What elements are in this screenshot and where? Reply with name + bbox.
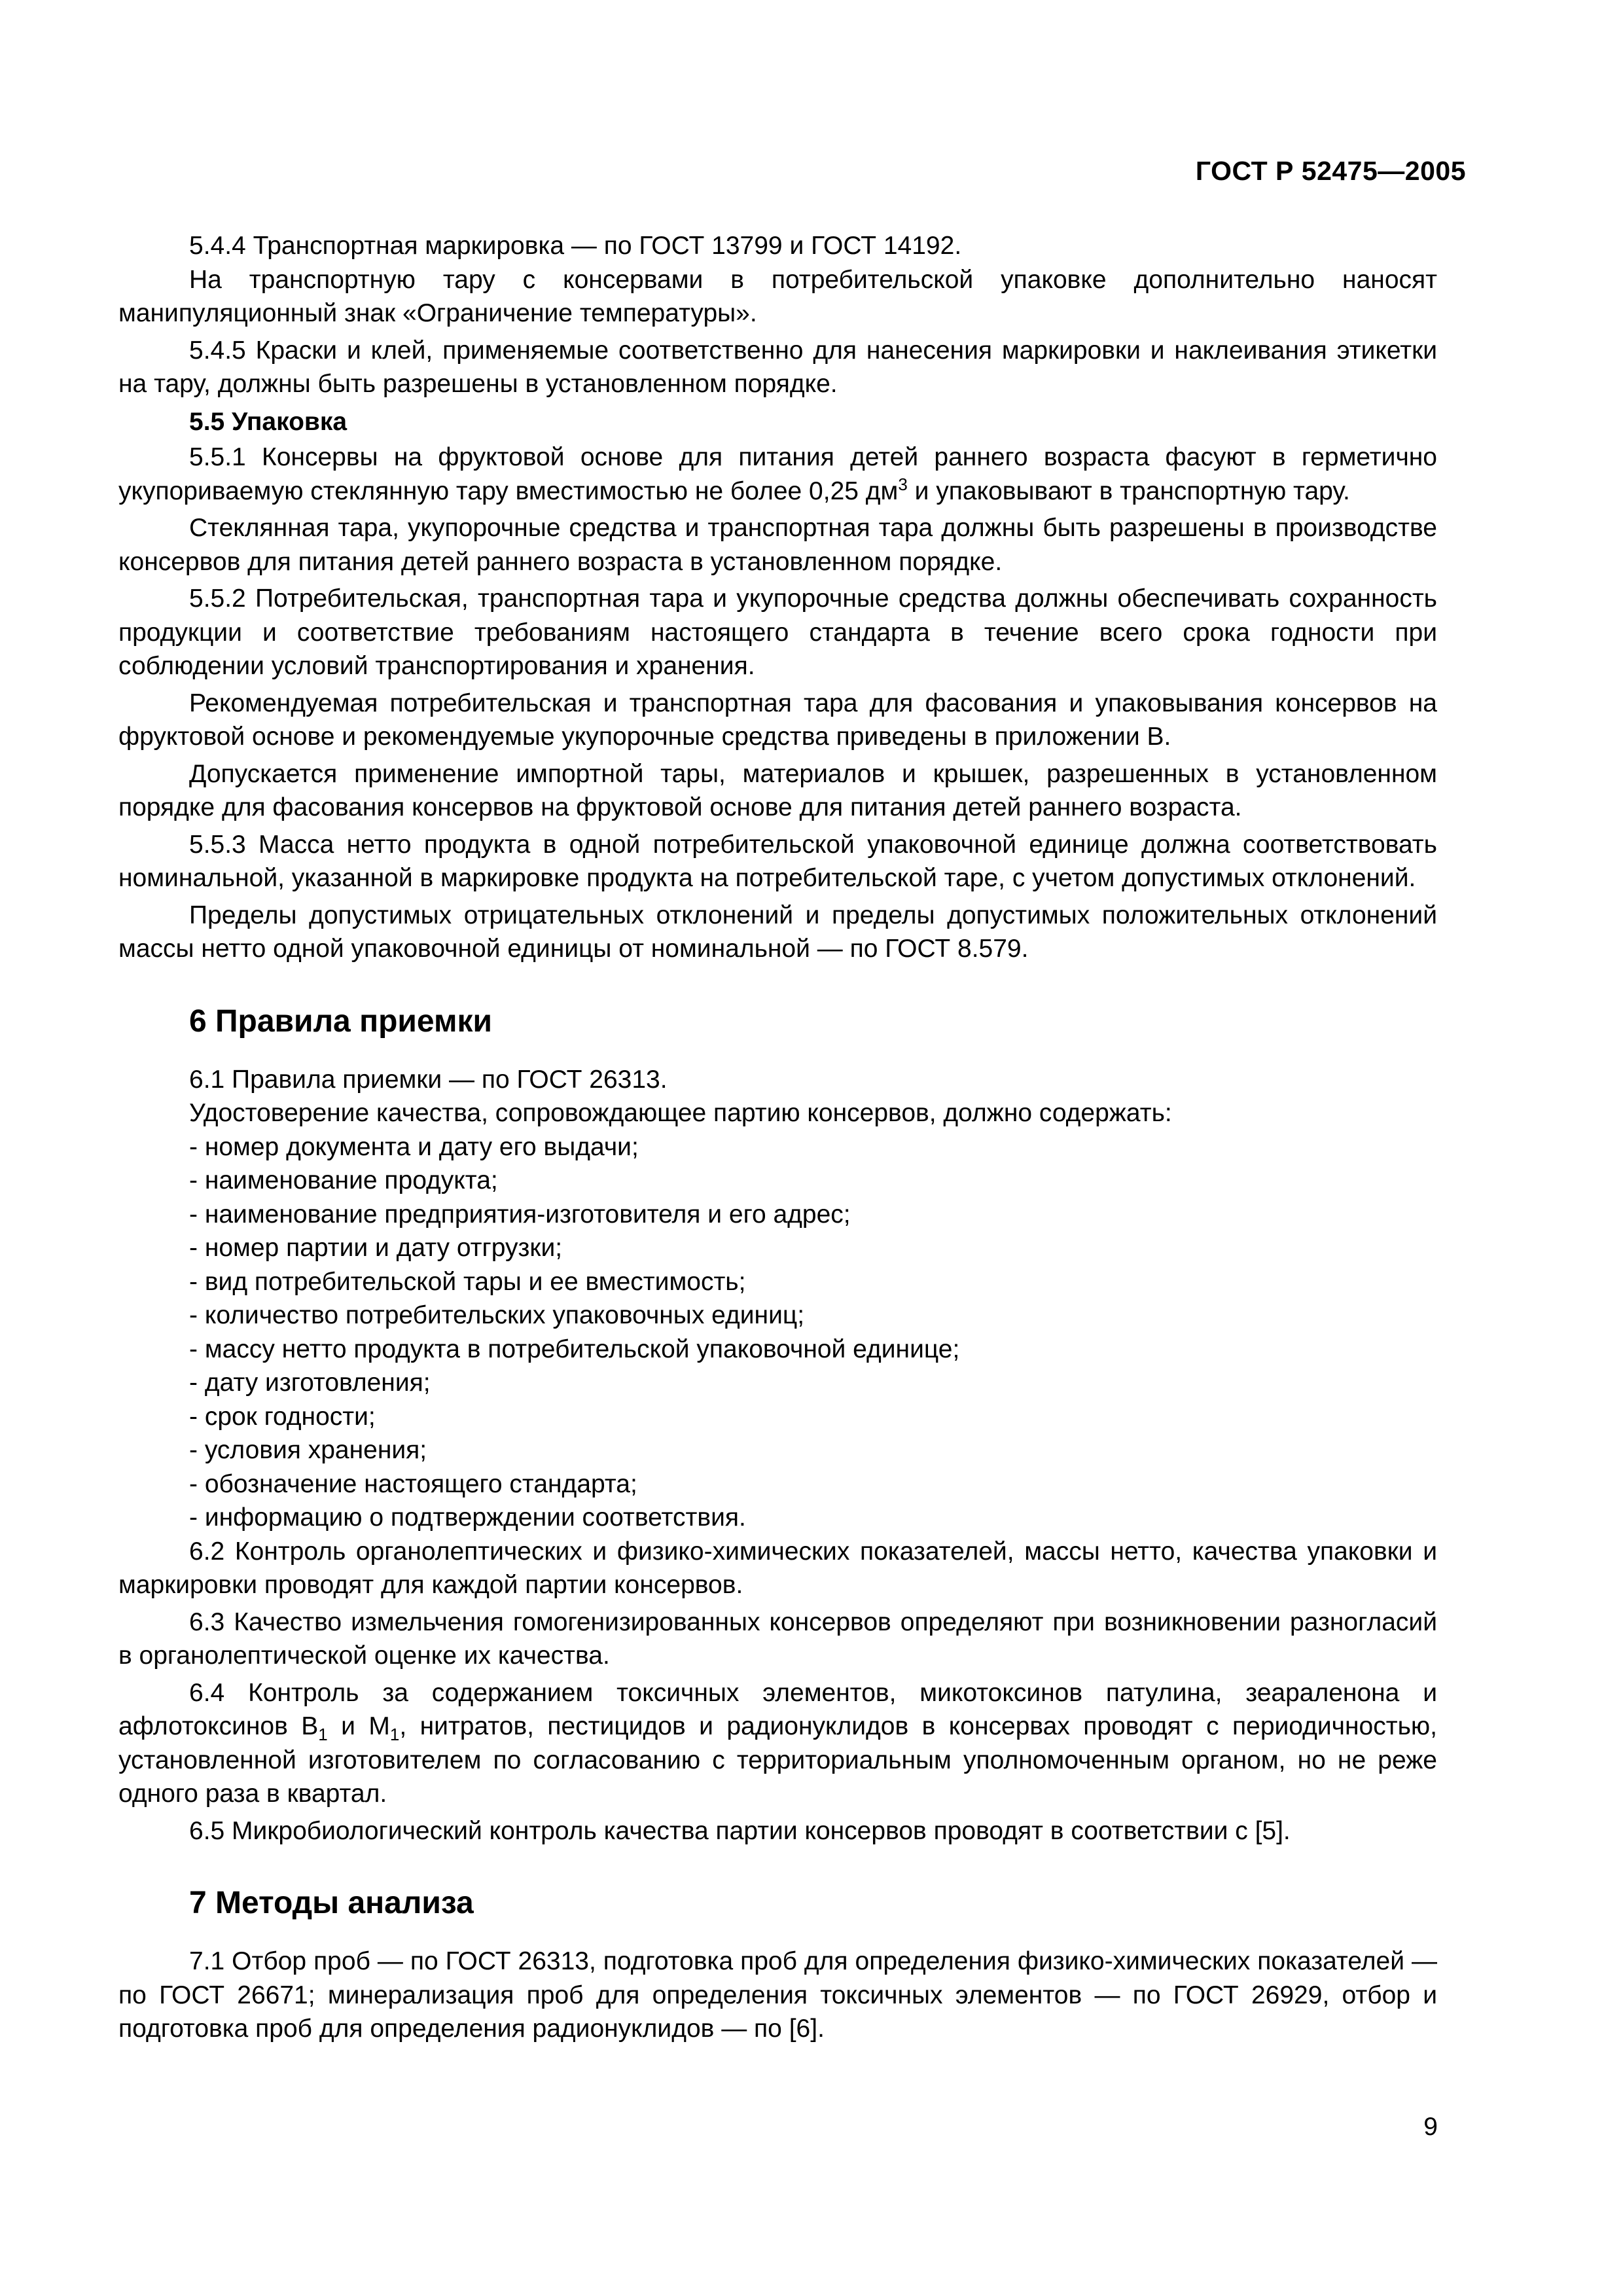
subscript-1: 1	[389, 1724, 400, 1744]
section-heading-7: 7 Методы анализа	[189, 1886, 474, 1920]
paragraph-5-5-3-limits: Пределы допустимых отрицательных отклонений и пределы допустимых положительных отклонений массы нетто одной упаковочной единицы от номинальной — по ГОСТ 8.579.	[118, 901, 1437, 963]
paragraph-5-4-5: 5.4.5 Краски и клей, применяемые соответственно для нанесения маркировки и наклеивания этикетки на тару, должны быть разрешены в установленном порядке.	[118, 336, 1437, 398]
paragraph-5-5-2: 5.5.2 Потребительская, транспортная тара и укупорочные средства должны обеспечивать сохранность продукции и соответствие требованиям настоящего стандарта в течение всего срока годности при соблюдении условий транспортирования и хранения.	[118, 584, 1437, 680]
paragraph-5-4-4-note: На транспортную тару с консервами в потребительской упаковке дополнительно наносят манипуляционный знак «Ограничение температуры».	[118, 265, 1437, 327]
document-body	[118, 229, 1437, 2046]
paragraph-5-5-3: 5.5.3 Масса нетто продукта в одной потребительской упаковочной единице должна соответствовать номинальной, указанной в маркировке продукта на потребительской таре, с учетом допустимых отклонений.	[118, 830, 1437, 892]
subscript-1: 1	[318, 1724, 328, 1744]
superscript-3: 3	[898, 474, 908, 494]
list-item: - информацию о подтверждении соответствия.	[189, 1503, 746, 1532]
list-item: - массу нетто продукта в потребительской упаковочной единице;	[189, 1335, 960, 1363]
list-item: - обозначение настоящего стандарта;	[189, 1469, 637, 1498]
paragraph-5-5-1-text-a: 5.5.1 Консервы на фруктовой основе для питания детей раннего возраста фасуют в герметично укупориваемую стеклянную тару вместимостью не более 0,25 дм	[118, 443, 1437, 505]
paragraph-5-4-4: 5.4.4 Транспортная маркировка — по ГОСТ 13799 и ГОСТ 14192.	[189, 232, 962, 260]
paragraph-6-1-certificate: Удостоверение качества, сопровождающее партию консервов, должно содержать:	[189, 1099, 1172, 1127]
paragraph-6-3: 6.3 Качество измельчения гомогенизированных консервов определяют при возникновении разногласий в органолептической оценке их качества.	[118, 1607, 1437, 1670]
paragraph-7-1: 7.1 Отбор проб — по ГОСТ 26313, подготовка проб для определения физико-химических показателей — по ГОСТ 26671; минерализация проб для определения токсичных элементов — по ГОСТ 26929, отбор и подготовка проб для определения радионуклидов — по [6].	[118, 1947, 1437, 2043]
section-heading-6: 6 Правила приемки	[189, 1003, 493, 1039]
paragraph-5-5-1-text-b: и упаковывают в транспортную тару.	[907, 476, 1350, 505]
list-item: - количество потребительских упаковочных единиц;	[189, 1301, 805, 1329]
list-item: - номер партии и дату отгрузки;	[189, 1234, 563, 1262]
list-item: - условия хранения;	[189, 1436, 427, 1464]
list-item: - наименование предприятия-изготовителя и его адрес;	[189, 1200, 851, 1229]
list-item: - номер документа и дату его выдачи;	[189, 1132, 639, 1161]
list-item: - вид потребительской тары и ее вместимость;	[189, 1267, 746, 1296]
paragraph-6-4-text-a: 6.4 Контроль за содержанием токсичных элементов, микотоксинов патулина, зеараленона и афлотоксинов В	[118, 1678, 1437, 1740]
paragraph-5-5-2-recommended: Рекомендуемая потребительская и транспортная тара для фасования и упаковывания консервов на фруктовой основе и рекомендуемые укупорочные средства приведены в приложении В.	[118, 689, 1437, 751]
subsection-title-5-5: 5.5 Упаковка	[189, 407, 348, 436]
paragraph-6-4	[118, 1676, 1437, 1811]
paragraph-6-2: 6.2 Контроль органолептических и физико-химических показателей, массы нетто, качества упаковки и маркировки проводят для каждой партии консервов.	[118, 1537, 1437, 1599]
paragraph-6-4-text-b: и М	[327, 1712, 390, 1740]
paragraph-6-5: 6.5 Микробиологический контроль качества партии консервов проводят в соответствии с [5].	[189, 1816, 1291, 1845]
list-item: - наименование продукта;	[189, 1166, 498, 1194]
page-number: 9	[1423, 2113, 1438, 2141]
paragraph-6-4-text-c: , нитратов, пестицидов и радионуклидов в консервах проводят с периодичностью, установленной изготовителем по согласованию с территориальным уполномоченным органом, но не реже одного раза в квартал.	[118, 1712, 1437, 1808]
standard-header: ГОСТ Р 52475—2005	[1195, 156, 1466, 186]
list-item: - срок годности;	[189, 1402, 376, 1431]
paragraph-5-5-2-import: Допускается применение импортной тары, материалов и крышек, разрешенных в установленном порядке для фасования консервов на фруктовой основе для питания детей раннего возраста.	[118, 759, 1437, 821]
certificate-contents-list	[118, 1130, 1437, 1535]
paragraph-6-1: 6.1 Правила приемки — по ГОСТ 26313.	[189, 1065, 668, 1094]
paragraph-5-5-1	[118, 440, 1437, 508]
paragraph-5-5-1-glass: Стеклянная тара, укупорочные средства и транспортная тара должны быть разрешены в производстве консервов для питания детей раннего возраста в установленном порядке.	[118, 514, 1437, 576]
list-item: - дату изготовления;	[189, 1369, 431, 1397]
